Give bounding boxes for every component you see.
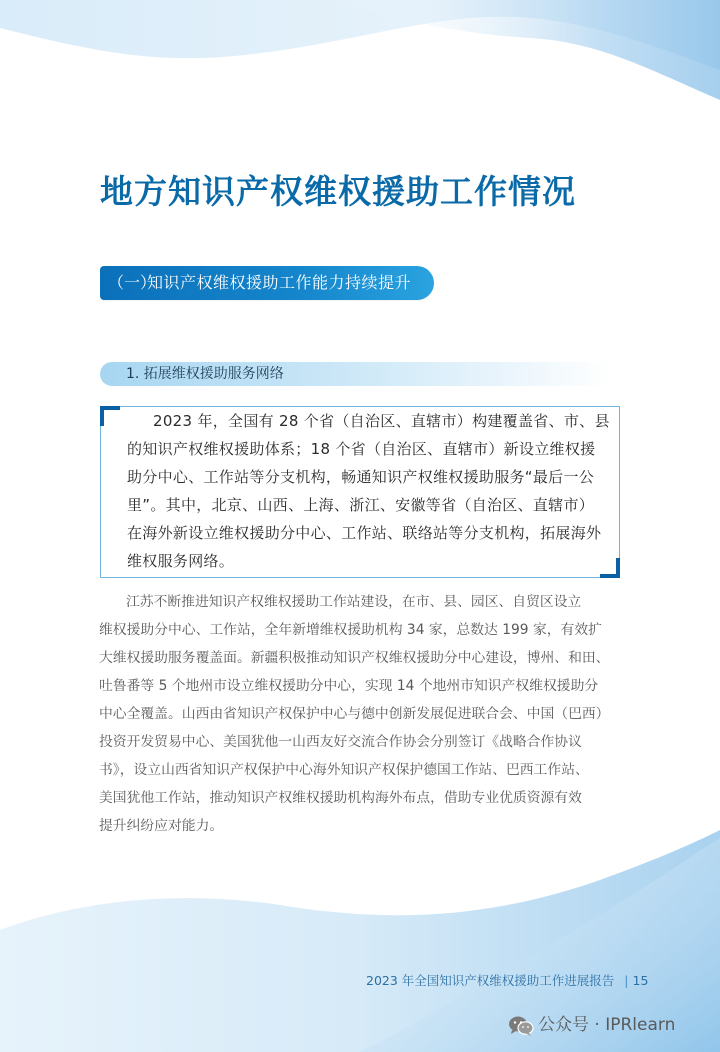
section-heading: 知识产权维权援助工作能力持续提升 [147,273,412,292]
highlight-box [100,406,620,578]
body-paragraph-line: 江苏不断推进知识产权维权援助工作站建设，在市、县、园区、自贸区设立 [126,594,582,610]
body-paragraph-line: 投资开发贸易中心、美国犹他一山西友好交流合作协会分别签订《战略合作协议 [99,734,582,750]
corner-bracket-bottom-right [600,558,620,578]
highlight-line: 维权服务网络。 [127,552,235,570]
highlight-line: 的知识产权维权援助体系；18 个省（自治区、直辖市）新设立维权援 [127,440,596,458]
body-paragraph-line: 美国犹他工作站，推动知识产权维权援助机构海外布点，借助专业优质资源有效 [99,790,582,806]
highlight-line: 助分中心、工作站等分支机构，畅通知识产权维权援助服务“最后一公 [127,468,595,486]
subsection-heading: 1. 拓展维权援助服务网络 [126,366,284,382]
section-heading-banner [100,266,434,300]
highlight-line: 里”。其中，北京、山西、上海、浙江、安徽等省（自治区、直辖市） [127,496,595,514]
body-paragraph-line: 提升纠纷应对能力。 [99,818,224,834]
body-paragraph-line: 维权援助分中心、工作站，全年新增维权援助机构 34 家，总数达 199 家，有效扩 [99,622,602,638]
corner-bracket-top-left [100,406,120,426]
body-paragraph-line: 中心全覆盖。山西由省知识产权保护中心与德中创新发展促进联合会、中国（巴西） [99,706,610,722]
watermark-text: 公众号 · IPRlearn [538,1015,676,1035]
body-paragraph-line: 书》，设立山西省知识产权保护中心海外知识产权保护德国工作站、巴西工作站、 [99,762,589,778]
body-paragraph-line: 吐鲁番等 5 个地州市设立维权援助分中心，实现 14 个地州市知识产权维权援助分 [99,678,599,694]
section-number: （一） [108,273,157,292]
page-number: 15 [632,973,649,988]
highlight-line: 在海外新设立维权援助分中心、工作站、联络站等分支机构，拓展海外 [127,524,602,542]
footer-report-title: 2023 年全国知识产权维权援助工作进展报告 [366,973,615,988]
page-footer [366,971,648,989]
page-title: 地方知识产权维权援助工作情况 [100,172,576,211]
body-paragraph-line: 大维权援助服务覆盖面。新疆积极推动知识产权维权援助分中心建设，博州、和田、 [99,650,610,666]
highlight-line: 2023 年，全国有 28 个省（自治区、直辖市）构建覆盖省、市、县 [153,412,610,430]
footer-separator: | [624,973,629,988]
subsection-heading-banner [100,362,610,386]
wechat-icon [508,1015,534,1037]
